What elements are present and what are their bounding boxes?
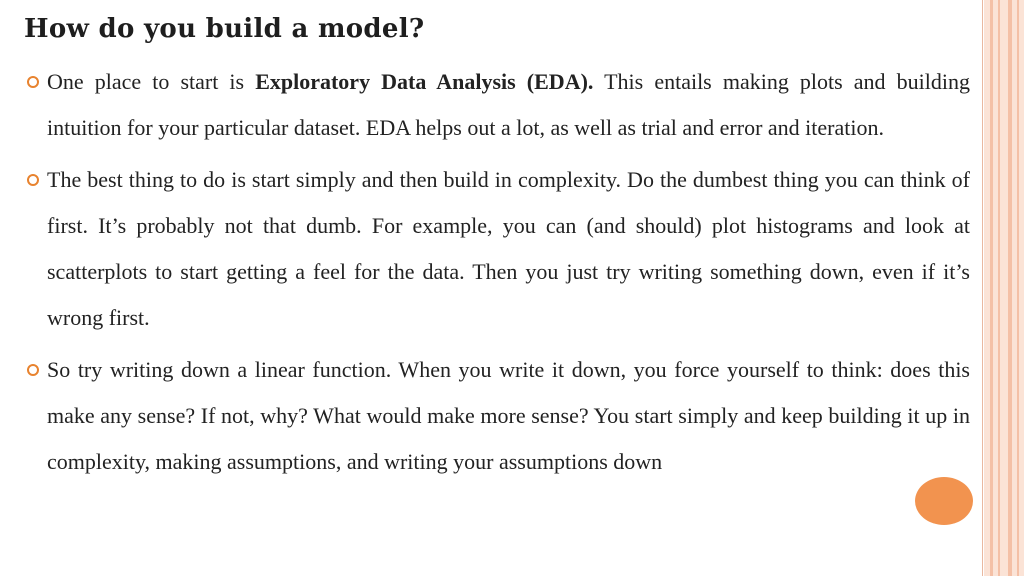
bullet-item-start-simply xyxy=(24,157,970,341)
slide-title: How do you build a model? xyxy=(24,14,425,44)
stripe-2 xyxy=(998,0,1000,576)
bullet-text-end: This entails making plots and building intuition for your particular dataset. EDA helps out a lot, as well as trial and error and iteration. xyxy=(47,69,970,140)
bullet-text: So try writing down a linear function. When you write it down, you force yourself to think: does this make any sense? If not, why? What would make more sense? You start simply and keep building it up in complexity, making assumptions, and writing your assumptions down xyxy=(47,357,970,474)
bullet-item-eda xyxy=(24,59,970,151)
circle-bullet-icon xyxy=(27,364,39,376)
bullet-bold-eda: Exploratory Data Analysis (EDA). xyxy=(255,69,594,94)
circle-bullet-icon xyxy=(27,174,39,186)
pointer-highlight xyxy=(915,477,973,525)
stripe-1 xyxy=(990,0,993,576)
circle-bullet-icon xyxy=(27,76,39,88)
bullet-text: The best thing to do is start simply and then build in complexity. Do the dumbest thing you can think of first. It’s probably not that dumb. For example, you can (and should) plot histograms and look at scatterplots to start getting a feel for the data. Then you just try writing something down, even if it’s wrong first. xyxy=(47,167,970,330)
bullet-text-start: One place to start is xyxy=(47,69,256,94)
bullet-item-linear-function xyxy=(24,347,970,485)
bullet-list xyxy=(24,59,970,491)
decorative-stripes xyxy=(984,0,1024,576)
stripe-4 xyxy=(1017,0,1019,576)
stripe-3 xyxy=(1008,0,1012,576)
